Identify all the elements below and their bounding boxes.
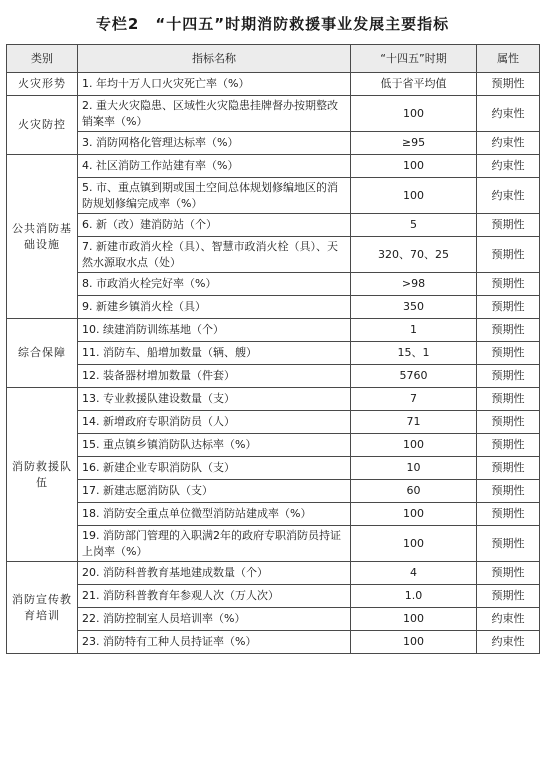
indicator-name: 12. 装备器材增加数量（件套） bbox=[78, 365, 351, 388]
indicator-attribute: 约束性 bbox=[477, 155, 540, 178]
indicator-name: 21. 消防科普教育年参观人次（万人次） bbox=[78, 585, 351, 608]
indicator-name: 19. 消防部门管理的入职满2年的政府专职消防员持证上岗率（%） bbox=[78, 526, 351, 562]
table-row bbox=[7, 526, 540, 562]
table-row bbox=[7, 480, 540, 503]
indicator-name: 6. 新（改）建消防站（个） bbox=[78, 214, 351, 237]
indicator-value: 1 bbox=[351, 319, 477, 342]
indicator-value: 100 bbox=[351, 434, 477, 457]
indicator-value: 10 bbox=[351, 457, 477, 480]
indicator-name: 7. 新建市政消火栓（具）、智慧市政消火栓（具）、天然水源取水点（处） bbox=[78, 237, 351, 273]
indicator-attribute: 约束性 bbox=[477, 132, 540, 155]
table-row bbox=[7, 608, 540, 631]
table-row bbox=[7, 214, 540, 237]
category-cell: 火灾防控 bbox=[7, 96, 78, 155]
indicator-name: 22. 消防控制室人员培训率（%） bbox=[78, 608, 351, 631]
indicator-value: 5 bbox=[351, 214, 477, 237]
table-row bbox=[7, 365, 540, 388]
indicator-attribute: 预期性 bbox=[477, 214, 540, 237]
indicator-attribute: 预期性 bbox=[477, 434, 540, 457]
indicator-attribute: 预期性 bbox=[477, 342, 540, 365]
table-header-row bbox=[7, 45, 540, 73]
indicator-name: 8. 市政消火栓完好率（%） bbox=[78, 273, 351, 296]
indicator-attribute: 预期性 bbox=[477, 503, 540, 526]
category-cell: 消防救援队伍 bbox=[7, 388, 78, 562]
indicator-value: >98 bbox=[351, 273, 477, 296]
indicator-attribute: 预期性 bbox=[477, 457, 540, 480]
indicator-attribute: 预期性 bbox=[477, 237, 540, 273]
indicator-attribute: 约束性 bbox=[477, 608, 540, 631]
indicator-value: 320、70、25 bbox=[351, 237, 477, 273]
indicator-value: 60 bbox=[351, 480, 477, 503]
table-row bbox=[7, 342, 540, 365]
table-row bbox=[7, 585, 540, 608]
indicator-name: 2. 重大火灾隐患、区域性火灾隐患挂牌督办按期整改销案率（%） bbox=[78, 96, 351, 132]
indicator-name: 13. 专业救援队建设数量（支） bbox=[78, 388, 351, 411]
indicator-table bbox=[6, 44, 540, 654]
indicator-attribute: 预期性 bbox=[477, 562, 540, 585]
table-row bbox=[7, 237, 540, 273]
indicator-name: 4. 社区消防工作站建有率（%） bbox=[78, 155, 351, 178]
table-row bbox=[7, 296, 540, 319]
indicator-value: 1.0 bbox=[351, 585, 477, 608]
indicator-attribute: 预期性 bbox=[477, 319, 540, 342]
table-row bbox=[7, 503, 540, 526]
indicator-value: 15、1 bbox=[351, 342, 477, 365]
indicator-attribute: 预期性 bbox=[477, 388, 540, 411]
indicator-attribute: 预期性 bbox=[477, 296, 540, 319]
indicator-value: 100 bbox=[351, 503, 477, 526]
indicator-value: 100 bbox=[351, 631, 477, 654]
indicator-attribute: 预期性 bbox=[477, 365, 540, 388]
table-row bbox=[7, 388, 540, 411]
indicator-name: 14. 新增政府专职消防员（人） bbox=[78, 411, 351, 434]
category-cell: 综合保障 bbox=[7, 319, 78, 388]
indicator-name: 15. 重点镇乡镇消防队达标率（%） bbox=[78, 434, 351, 457]
indicator-attribute: 预期性 bbox=[477, 411, 540, 434]
indicator-value: 低于省平均值 bbox=[351, 73, 477, 96]
indicator-value: 100 bbox=[351, 178, 477, 214]
category-cell: 公共消防基础设施 bbox=[7, 155, 78, 319]
indicator-value: 5760 bbox=[351, 365, 477, 388]
table-row bbox=[7, 631, 540, 654]
table-row bbox=[7, 273, 540, 296]
indicator-value: 100 bbox=[351, 96, 477, 132]
header-category: 类别 bbox=[7, 45, 78, 73]
indicator-attribute: 预期性 bbox=[477, 585, 540, 608]
table-row bbox=[7, 96, 540, 132]
table-row bbox=[7, 434, 540, 457]
indicator-attribute: 约束性 bbox=[477, 178, 540, 214]
indicator-value: ≥95 bbox=[351, 132, 477, 155]
indicator-value: 100 bbox=[351, 155, 477, 178]
table-row bbox=[7, 155, 540, 178]
indicator-name: 23. 消防特有工种人员持证率（%） bbox=[78, 631, 351, 654]
indicator-name: 10. 续建消防训练基地（个） bbox=[78, 319, 351, 342]
indicator-attribute: 预期性 bbox=[477, 73, 540, 96]
indicator-attribute: 约束性 bbox=[477, 96, 540, 132]
header-name: 指标名称 bbox=[78, 45, 351, 73]
category-cell: 火灾形势 bbox=[7, 73, 78, 96]
indicator-attribute: 预期性 bbox=[477, 480, 540, 503]
indicator-attribute: 预期性 bbox=[477, 273, 540, 296]
indicator-name: 11. 消防车、船增加数量（辆、艘） bbox=[78, 342, 351, 365]
indicator-value: 100 bbox=[351, 608, 477, 631]
indicator-value: 4 bbox=[351, 562, 477, 585]
indicator-name: 20. 消防科普教育基地建成数量（个） bbox=[78, 562, 351, 585]
indicator-name: 1. 年均十万人口火灾死亡率（%） bbox=[78, 73, 351, 96]
indicator-attribute: 预期性 bbox=[477, 526, 540, 562]
category-cell: 消防宣传教育培训 bbox=[7, 562, 78, 654]
indicator-value: 71 bbox=[351, 411, 477, 434]
indicator-value: 350 bbox=[351, 296, 477, 319]
page-title: 专栏2 “十四五”时期消防救援事业发展主要指标 bbox=[95, 14, 450, 33]
indicator-value: 7 bbox=[351, 388, 477, 411]
indicator-name: 16. 新建企业专职消防队（支） bbox=[78, 457, 351, 480]
indicator-name: 9. 新建乡镇消火栓（具） bbox=[78, 296, 351, 319]
table-row bbox=[7, 319, 540, 342]
table-row bbox=[7, 457, 540, 480]
indicator-name: 5. 市、重点镇到期或国土空间总体规划修编地区的消防规划修编完成率（%） bbox=[78, 178, 351, 214]
indicator-value: 100 bbox=[351, 526, 477, 562]
table-row bbox=[7, 73, 540, 96]
table-row bbox=[7, 562, 540, 585]
indicator-name: 18. 消防安全重点单位微型消防站建成率（%） bbox=[78, 503, 351, 526]
header-target: “十四五”时期 bbox=[351, 45, 477, 73]
indicator-name: 3. 消防网格化管理达标率（%） bbox=[78, 132, 351, 155]
header-attribute: 属性 bbox=[477, 45, 540, 73]
indicator-name: 17. 新建志愿消防队（支） bbox=[78, 480, 351, 503]
indicator-attribute: 约束性 bbox=[477, 631, 540, 654]
table-row bbox=[7, 411, 540, 434]
table-row bbox=[7, 178, 540, 214]
table-row bbox=[7, 132, 540, 155]
